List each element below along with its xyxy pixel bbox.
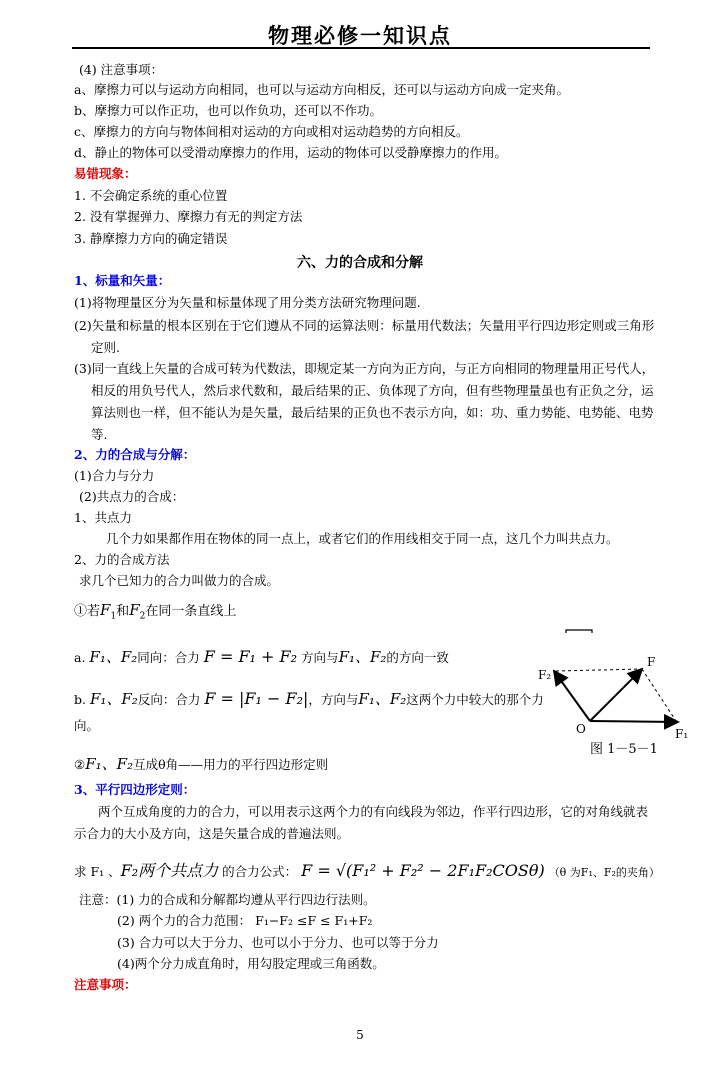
s3-heading: 3、平行四边形定则： (74, 782, 196, 797)
case1-suffix: 在同一条直线上 (145, 604, 237, 619)
s1-p3d: 等. (91, 427, 108, 442)
case-a-prefix: a. (74, 650, 86, 665)
s2-l1: (1)合力与分力 (74, 468, 155, 483)
formula-mid: F₂两个共点力 (120, 861, 219, 880)
vector-f1 (590, 721, 678, 722)
s1-heading: 1、标量和矢量： (74, 273, 171, 288)
scale-bracket (566, 630, 592, 633)
s2-heading: 2、力的合成与分解： (74, 447, 196, 462)
s1-p2b: 定则. (91, 340, 120, 355)
error-item: 3. 静摩擦力方向的确定错误 (74, 231, 228, 246)
vector-f (590, 669, 642, 721)
case-a-formula: F = F₁ + F₂ (203, 647, 298, 666)
label-f2: F₂ (538, 668, 552, 682)
case-a-text: 方向与 (301, 650, 339, 665)
figure-caption: 图 1－5－1 (590, 742, 658, 757)
case1-line (74, 600, 236, 622)
s1-p3b: 相反的用负号代人，然后求代数和，最后结果的正、负体现了方向，但有些物理量虽也有正负之分，运 (91, 383, 654, 398)
footer-heading: 注意事项： (74, 977, 137, 992)
case-a-end: 的方向一致 (386, 650, 449, 665)
note-a: a、摩擦力可以与运动方向相同，也可以与运动方向相反，还可以与运动方向成一定夹角。 (74, 82, 569, 97)
case1-and: 和 (116, 604, 130, 619)
case2-prefix: ② (74, 757, 86, 772)
case-b-prefix: b. (74, 692, 86, 707)
case-a-forces2: F₁、F₂ (338, 648, 387, 666)
formula-note: （θ 为F₁、F₂的夹角） (548, 866, 660, 879)
case2-text: 互成θ角——用力的平行四边形定则 (133, 757, 329, 772)
label-o: O (576, 722, 586, 736)
section-title: 六、力的合成和分解 (297, 255, 423, 271)
s1-p3c: 算法则也一样，但不能认为是矢量，最后结果的正负也不表示方向，如：功、重力势能、电势能、电势 (91, 405, 654, 420)
label-f: F (647, 655, 656, 669)
page-number: 5 (356, 1028, 364, 1042)
case-b-line (74, 688, 544, 709)
notes-heading: (4) 注意事项： (79, 62, 164, 77)
error-item: 2. 没有掌握弹力、摩擦力有无的判定方法 (74, 209, 303, 224)
formula-line (74, 858, 660, 881)
s2-l6: 求几个已知力的合力叫做力的合成。 (79, 573, 280, 588)
case2-forces: F₁、F₂ (85, 755, 134, 773)
case-a-mid: 同向：合力 (137, 650, 200, 665)
s2-l5: 2、力的合成方法 (74, 552, 170, 567)
s2-l3: 1、共点力 (74, 510, 132, 525)
errors-heading: 易错现象： (74, 166, 137, 181)
case-a-line (74, 646, 449, 667)
note-c: c、摩擦力的方向与物体间相对运动的方向或相对运动趋势的方向相反。 (74, 124, 469, 139)
attention-n3: (3) 合力可以大于分力、也可以小于分力、也可以等于分力 (117, 935, 439, 950)
case-b-text: ，方向与 (308, 692, 359, 707)
s2-l2: (2)共点力的合成： (79, 489, 185, 504)
case-b-forces: F₁、F₂ (89, 690, 138, 708)
attention-n4: (4)两个分力成直角时，用勾股定理或三角函数。 (117, 956, 385, 971)
header-rule (72, 47, 650, 49)
formula-prefix: 求 F₁ 、 (74, 864, 121, 879)
case-b-end: 这两个力中较大的那个力 (406, 692, 544, 707)
dashed-right (642, 669, 676, 721)
formula-label: 的合力公式： (222, 864, 298, 879)
dashed-top (556, 669, 642, 671)
label-f1: F₁ (675, 727, 689, 741)
case1-prefix: ①若 (74, 604, 101, 619)
s1-p3a: (3)同一直线上矢量的合成可转为代数法，即规定某一方向为正方向，与正方向相同的物理量用正号代人， (74, 361, 655, 376)
vector-f2 (554, 671, 590, 721)
case-b-formula: F = |F₁ − F₂| (204, 689, 309, 708)
attention-n2: (2) 两个力的合力范围： F₁−F₂ ≤F ≤ F₁+F₂ (117, 913, 373, 928)
attention-n1: 注意：(1) 力的合成和分解都均遵从平行四边行法则。 (79, 892, 376, 907)
page-title: 物理必修一知识点 (268, 24, 452, 48)
case-b-forces2: F₁、F₂ (358, 690, 407, 708)
case-b-mid: 反向：合力 (137, 692, 201, 707)
case1-f1: F (100, 601, 111, 619)
case1-sub2: 2 (139, 611, 146, 622)
case-a-forces: F₁、F₂ (89, 648, 138, 666)
s1-p1: (1)将物理量区分为矢量和标量体现了用分类方法研究物理问题. (74, 295, 421, 310)
s1-p2a: (2)矢量和标量的根本区别在于它们遵从不同的运算法则：标量用代数法；矢量用平行四边形定则或三角形 (74, 318, 655, 333)
case1-f2: F (129, 601, 140, 619)
note-d: d、静止的物体可以受滑动摩擦力的作用，运动的物体可以受静摩擦力的作用。 (74, 145, 508, 160)
formula: F = √(F₁² + F₂² − 2F₁F₂COSθ) (301, 861, 545, 880)
s3-p1b: 示合力的大小及方向，这是矢量合成的普遍法则。 (74, 826, 350, 841)
case2-line (74, 753, 328, 774)
error-item: 1. 不会确定系统的重心位置 (74, 188, 228, 203)
s3-p1a: 两个互成角度的力的合力，可以用表示这两个力的有向线段为邻边，作平行四边形，它的对角线就表 (98, 804, 649, 819)
parallelogram-figure (530, 625, 695, 760)
case1-sub1: 1 (110, 611, 117, 622)
s2-l4: 几个力如果都作用在物体的同一点上，或者它们的作用线相交于同一点，这几个力叫共点力。 (106, 531, 619, 546)
note-b: b、摩擦力可以作正功，也可以作负功，还可以不作功。 (74, 103, 383, 118)
case-b-end2: 向。 (74, 718, 100, 733)
